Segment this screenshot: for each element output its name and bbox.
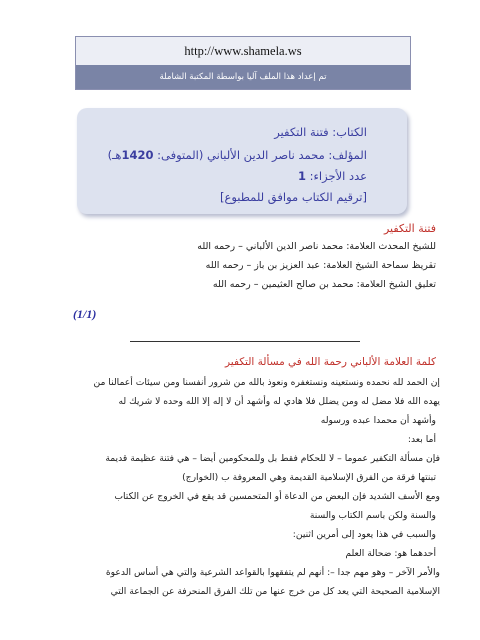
banner-url[interactable]: http://www.shamela.ws [76, 37, 410, 65]
book-title: الكتاب: فتنة التكفير [274, 125, 367, 139]
intro-line: للشيخ المحدث العلامة: محمد ناصر الدين الألباني – رحمه الله [197, 241, 436, 252]
paragraph-line: تبنتها فرقة من الفرق الإسلامية القديمة وهي المعروفة ب (الخوارج) [182, 472, 436, 483]
intro-line: تعليق الشيخ العلامة: محمد بن صالح العثيمين – رحمه الله [212, 279, 436, 290]
section-title: كلمة العلامة الألباني رحمة الله في مسألة التكفير [224, 356, 436, 368]
paragraph-line: ومع الأسف الشديد فإن البعض من الدعاة أو المتحمسين قد يقع في الخروج عن الكتاب [114, 491, 440, 502]
intro-title: فتنة التكفير [383, 222, 436, 235]
section-divider [130, 341, 360, 342]
author-prefix: المؤلف: محمد ناصر الدين الألباني (المتوفى: [153, 148, 367, 162]
paragraph-line: والسنة ولكن باسم الكتاب والسنة [309, 510, 436, 521]
parts-prefix: عدد الأجزاء: [305, 169, 367, 183]
parts-count: 1 [297, 169, 306, 183]
paragraph-line: الإسلامية الصحيحة التي يعد كل من خرج عنها من تلك الفرق المنحرفة عن الجماعة التي [110, 586, 440, 597]
author-year: 1420 [121, 148, 154, 162]
paragraph-line: والأمر الآخر – وهو مهم جدا –: أنهم لم يتفقهوا بالقواعد الشرعية والتي هي أساس الدعوة [105, 567, 440, 578]
intro-line: تقريظ سماحة الشيخ العلامة: عبد العزيز بن باز – رحمه الله [205, 260, 436, 271]
shamela-banner [75, 36, 411, 90]
paragraph-line: يهده الله فلا مضل له ومن يضلل فلا هادي له وأشهد أن لا إله إلا الله وحده لا شريك له [118, 396, 440, 407]
paragraph-line: أحدهما هو: ضحالة العلم [345, 548, 436, 559]
book-pagination: [ترقيم الكتاب موافق للمطبوع] [219, 190, 367, 204]
paragraph-line: وأشهد أن محمدا عبده ورسوله [320, 415, 436, 426]
book-info-box [77, 108, 407, 214]
paragraph-line: أما بعد: [407, 434, 436, 445]
paragraph-line: إن الحمد لله نحمده ونستعينه ونستغفره ونعوذ بالله من شرور أنفسنا ومن سيئات أعمالنا من [93, 377, 440, 388]
page-number: (1/1) [73, 307, 97, 321]
author-suffix: هـ) [107, 148, 122, 162]
book-author [108, 148, 367, 162]
book-parts [298, 169, 367, 183]
paragraph-line: فإن مسألة التكفير عموما – لا للحكام فقط بل وللمحكومين أيضا – هي فتنة عظيمة قديمة [105, 453, 440, 464]
banner-note: تم إعداد هذا الملف آليا بواسطة المكتبة الشاملة [76, 65, 410, 89]
paragraph-line: والسبب في هذا يعود إلى أمرين اثنين: [292, 529, 436, 540]
